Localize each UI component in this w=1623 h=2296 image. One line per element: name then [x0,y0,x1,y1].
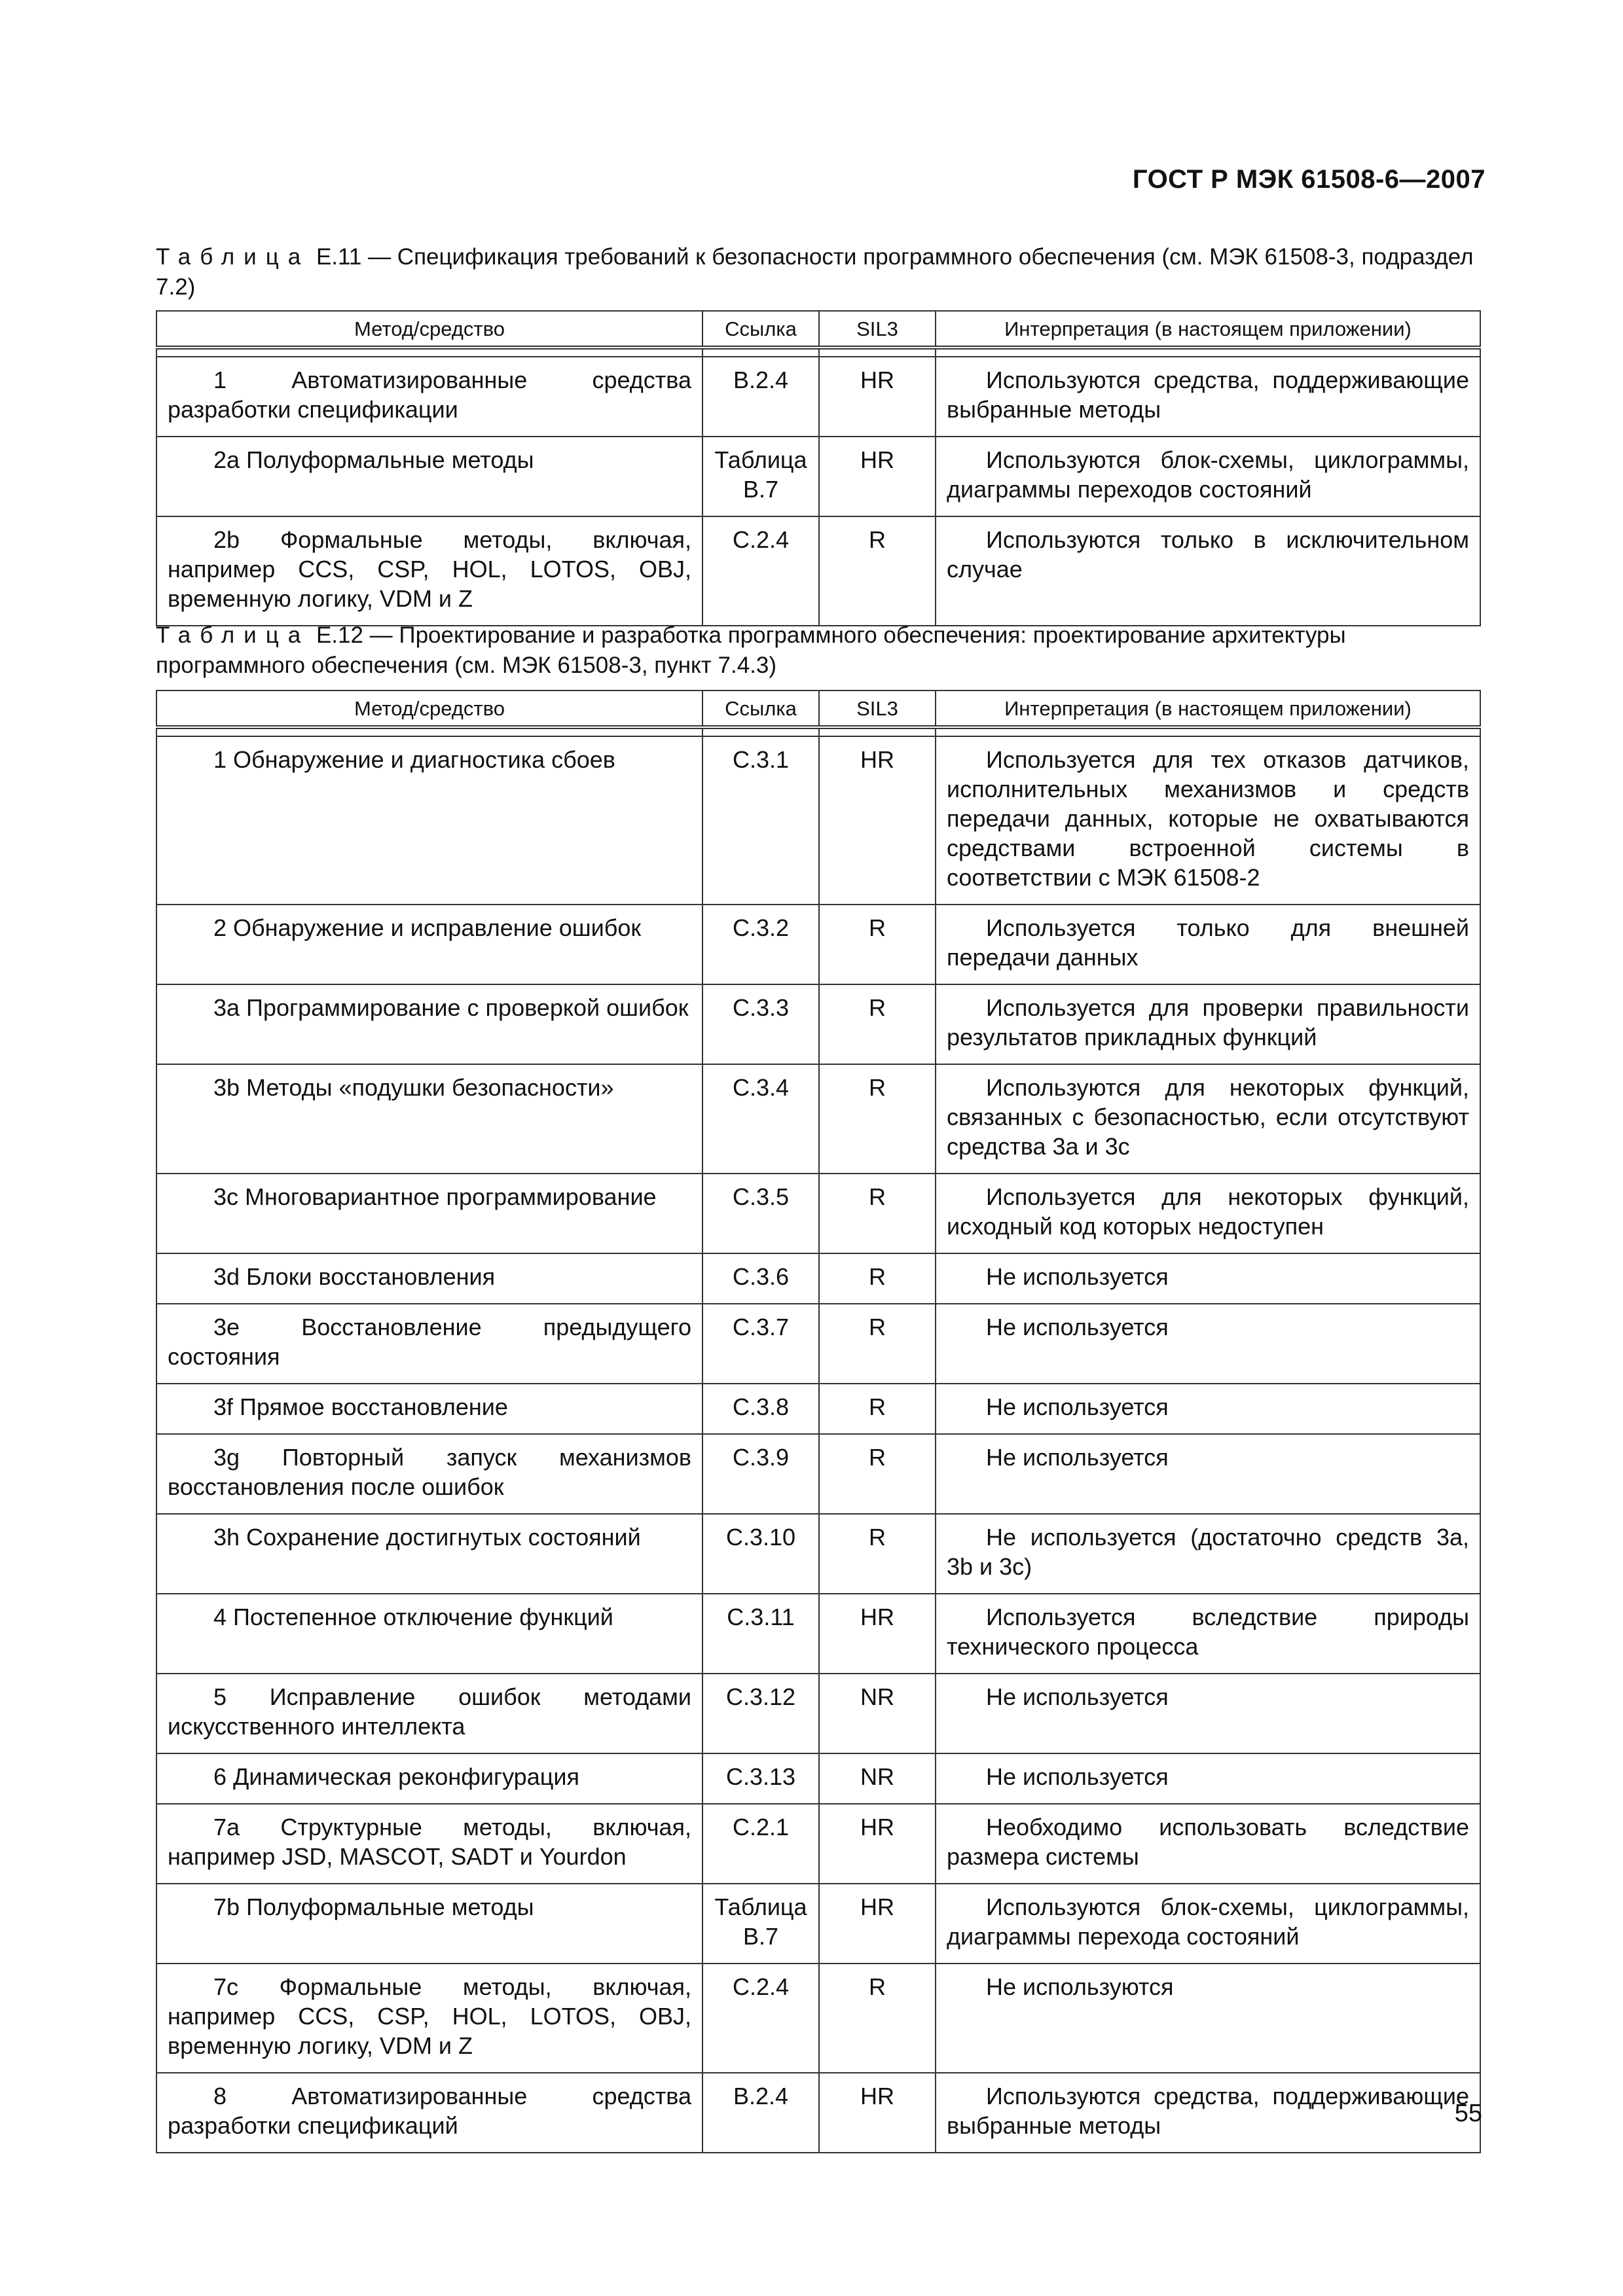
ref-cell: Таблица B.7 [702,437,819,516]
ref-cell: C.2.4 [702,516,819,626]
ref-cell: C.3.7 [702,1304,819,1384]
ref-cell: C.3.6 [702,1253,819,1304]
spacer-cell [819,348,936,357]
table-row [156,905,1480,984]
spacer-cell [702,727,819,736]
ref-cell: Таблица B.7 [702,1884,819,1964]
interp-cell: Не используется [936,1674,1480,1753]
interp-cell: Не используются [936,1964,1480,2073]
method-cell: 7с Формальные методы, включая, например CCS, CSP, HOL, LOTOS, OBJ, временную логику, VDM и Z [156,1964,702,2073]
interp-cell: Используются блок-схемы, циклограммы, диаграммы перехода состояний [936,1884,1480,1964]
method-cell: 3а Программирование с проверкой ошибок [156,984,702,1064]
table-row [156,2073,1480,2153]
ref-cell: C.3.13 [702,1753,819,1804]
table-row [156,1884,1480,1964]
interp-cell: Необходимо использовать вследствие размера системы [936,1804,1480,1884]
table2-header-method: Метод/средство [156,691,702,727]
method-cell: 5 Исправление ошибок методами искусственного интеллекта [156,1674,702,1753]
interp-cell: Не используется [936,1434,1480,1514]
table1-body [156,348,1480,626]
table-row [156,736,1480,905]
table-row [156,1304,1480,1384]
spacer-cell [156,727,702,736]
method-cell: 2 Обнаружение и исправление ошибок [156,905,702,984]
sil-cell: NR [819,1753,936,1804]
sil-cell: HR [819,437,936,516]
ref-cell: C.3.9 [702,1434,819,1514]
sil-cell: R [819,905,936,984]
sil-cell: R [819,516,936,626]
table-header-spacer [156,727,1480,736]
method-cell: 3с Многовариантное программирование [156,1174,702,1253]
ref-cell: B.2.4 [702,2073,819,2153]
method-cell: 7а Структурные методы, включая, например JSD, MASCOT, SADT и Yourdon [156,1804,702,1884]
method-cell: 7b Полуформальные методы [156,1884,702,1964]
method-cell: 3е Восстановление предыдущего состояния [156,1304,702,1384]
spacer-cell [936,348,1480,357]
ref-cell: C.3.4 [702,1064,819,1174]
table-row [156,1964,1480,2073]
table1-header-interp: Интерпретация (в настоящем приложении) [936,311,1480,348]
interp-cell: Используется только для внешней передачи данных [936,905,1480,984]
ref-cell: C.3.12 [702,1674,819,1753]
method-cell: 2b Формальные методы, включая, например CCS, CSP, HOL, LOTOS, OBJ, временную логику, VDM и Z [156,516,702,626]
method-cell: 3d Блоки восстановления [156,1253,702,1304]
table-row [156,1753,1480,1804]
sil-cell: HR [819,736,936,905]
table-row [156,1064,1480,1174]
sil-cell: HR [819,1884,936,1964]
spacer-cell [702,348,819,357]
ref-cell: C.3.11 [702,1594,819,1674]
table1-header-sil: SIL3 [819,311,936,348]
sil-cell: R [819,1514,936,1594]
interp-cell: Не используется [936,1384,1480,1434]
table-row [156,1174,1480,1253]
table2-body [156,727,1480,2153]
method-cell: 1 Обнаружение и диагностика сбоев [156,736,702,905]
table1-header-method: Метод/средство [156,311,702,348]
table1 [156,310,1481,626]
table-row [156,357,1480,437]
table2-header-ref: Ссылка [702,691,819,727]
sil-cell: HR [819,1594,936,1674]
method-cell: 8 Автоматизированные средства разработки спецификаций [156,2073,702,2153]
table-row [156,1594,1480,1674]
page-number: 55 [1454,2100,1482,2127]
sil-cell: HR [819,357,936,437]
table2-caption-word: Таблица [156,622,310,648]
method-cell: 3h Сохранение достигнутых состояний [156,1514,702,1594]
sil-cell: R [819,1964,936,2073]
table1-caption [156,242,1478,302]
method-cell: 3g Повторный запуск механизмов восстановления после ошибок [156,1434,702,1514]
ref-cell: C.2.4 [702,1964,819,2073]
table-row [156,1514,1480,1594]
table1-header-row [156,311,1480,348]
table2-header-sil: SIL3 [819,691,936,727]
sil-cell: R [819,1304,936,1384]
table1-caption-word: Таблица [156,244,310,270]
spacer-cell [936,727,1480,736]
spacer-cell [156,348,702,357]
document-header: ГОСТ Р МЭК 61508-6—2007 [1132,165,1486,194]
interp-cell: Не используется (достаточно средств 3а, 3b и 3с) [936,1514,1480,1594]
interp-cell: Используются блок-схемы, циклограммы, диаграммы переходов состояний [936,437,1480,516]
method-cell: 3b Методы «подушки безопасности» [156,1064,702,1174]
interp-cell: Не используется [936,1253,1480,1304]
table-row [156,1674,1480,1753]
table2-header-row [156,691,1480,727]
sil-cell: R [819,1253,936,1304]
interp-cell: Не используется [936,1753,1480,1804]
table-header-spacer [156,348,1480,357]
table2-caption [156,620,1478,681]
ref-cell: C.2.1 [702,1804,819,1884]
table-row [156,1434,1480,1514]
interp-cell: Используется для некоторых функций, исходный код которых недоступен [936,1174,1480,1253]
table1-caption-text: Е.11 — Спецификация требований к безопасности программного обеспечения (см. МЭК 61508-3, подраздел 7.2) [156,244,1474,300]
interp-cell: Не используется [936,1304,1480,1384]
table-row [156,437,1480,516]
method-cell: 6 Динамическая реконфигурация [156,1753,702,1804]
method-cell: 2а Полуформальные методы [156,437,702,516]
interp-cell: Используется для проверки правильности результатов прикладных функций [936,984,1480,1064]
interp-cell: Используется вследствие природы технического процесса [936,1594,1480,1674]
sil-cell: R [819,984,936,1064]
sil-cell: R [819,1384,936,1434]
ref-cell: C.3.3 [702,984,819,1064]
ref-cell: C.3.8 [702,1384,819,1434]
table-row [156,1804,1480,1884]
sil-cell: R [819,1434,936,1514]
interp-cell: Используются только в исключительном случае [936,516,1480,626]
table2 [156,690,1481,2153]
sil-cell: NR [819,1674,936,1753]
sil-cell: R [819,1064,936,1174]
ref-cell: C.3.10 [702,1514,819,1594]
table-row [156,1253,1480,1304]
sil-cell: R [819,1174,936,1253]
spacer-cell [819,727,936,736]
method-cell: 3f Прямое восстановление [156,1384,702,1434]
table1-header-ref: Ссылка [702,311,819,348]
table-row [156,1384,1480,1434]
interp-cell: Используются средства, поддерживающие выбранные методы [936,357,1480,437]
table-row [156,516,1480,626]
sil-cell: HR [819,1804,936,1884]
sil-cell: HR [819,2073,936,2153]
ref-cell: C.3.1 [702,736,819,905]
interp-cell: Используется для тех отказов датчиков, исполнительных механизмов и средств передачи данных, которые не охватываются средствами встроенной системы в соответствии с МЭК 61508-2 [936,736,1480,905]
table2-header-interp: Интерпретация (в настоящем приложении) [936,691,1480,727]
table-row [156,984,1480,1064]
method-cell: 4 Постепенное отключение функций [156,1594,702,1674]
method-cell: 1 Автоматизированные средства разработки спецификации [156,357,702,437]
ref-cell: C.3.5 [702,1174,819,1253]
ref-cell: C.3.2 [702,905,819,984]
table2-caption-text: Е.12 — Проектирование и разработка программного обеспечения: проектирование архитектуры программного обеспечения (см. МЭК 61508-3, пункт 7.4.3) [156,622,1346,678]
ref-cell: B.2.4 [702,357,819,437]
interp-cell: Используются для некоторых функций, связанных с безопасностью, если отсутствуют средства 3а и 3с [936,1064,1480,1174]
interp-cell: Используются средства, поддерживающие выбранные методы [936,2073,1480,2153]
